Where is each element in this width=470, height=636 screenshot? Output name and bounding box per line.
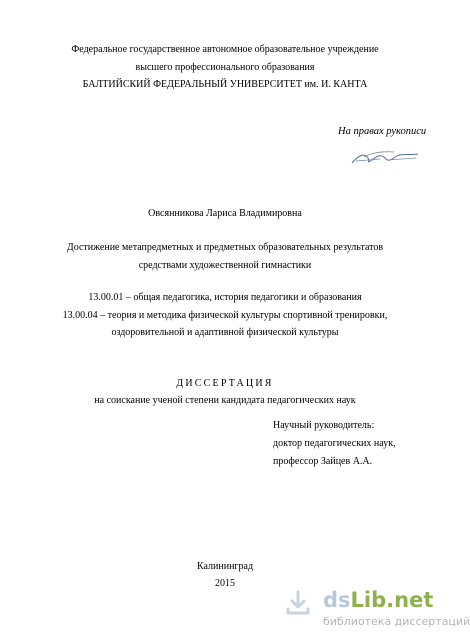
handwritten-signature: [350, 146, 420, 168]
supervisor-degree: доктор педагогических наук,: [273, 438, 396, 449]
specialty-line-2: 13.00.04 – теория и методика физической культуры спортивной тренировки,: [62, 310, 388, 321]
dslib-watermark: [283, 585, 470, 636]
watermark-brand: [323, 587, 433, 613]
university-name: БАЛТИЙСКИЙ ФЕДЕРАЛЬНЫЙ УНИВЕРСИТЕТ им. И. КАНТА: [82, 79, 368, 90]
institution-line-1: Федеральное государственное автономное образовательное учреждение: [71, 44, 379, 55]
watermark-brand-ds: ds: [323, 588, 351, 612]
author-name: Овсянникова Лариса Владимировна: [148, 208, 302, 219]
supervisor-label: Научный руководитель:: [273, 420, 375, 431]
supervisor-name: профессор Зайцев А.А.: [273, 456, 373, 467]
thesis-title-line-1: Достижение метапредметных и предметных образовательных результатов: [66, 242, 384, 253]
institution-line-2: высшего профессионального образования: [135, 62, 315, 73]
specialty-line-1: 13.00.01 – общая педагогика, история педагогики и образования: [88, 292, 362, 303]
watermark-tagline: библиотека диссертаций: [323, 615, 470, 628]
manuscript-rights-label: На правах рукописи: [338, 126, 427, 137]
dissertation-heading: ДИССЕРТАЦИЯ: [176, 378, 274, 389]
year: 2015: [215, 578, 235, 589]
thesis-title-line-2: средствами художественной гимнастики: [138, 260, 312, 271]
download-icon: [285, 590, 311, 616]
specialty-line-3: оздоровительной и адаптивной физической культуры: [111, 327, 339, 338]
degree-subtitle: на соискание ученой степени кандидата педагогических наук: [94, 395, 356, 406]
watermark-brand-lib: Lib.net: [350, 588, 434, 612]
city: Калининград: [196, 561, 254, 572]
